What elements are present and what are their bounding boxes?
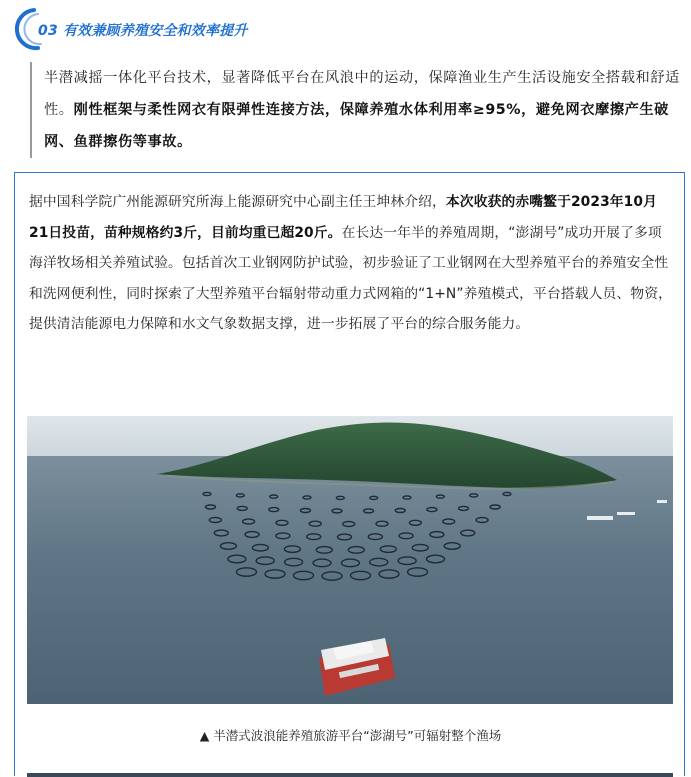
article-details: 在长达一年半的养殖周期，“澎湖号”成功开展了多项海洋牧场相关养殖试验。包括首次工业钢网防护试验，初步验证了工业钢网在大型养殖平台的养殖安全性和洗网便利性，同时探索了大型养殖平台辐射带动重力式网箱的“1+N”养殖模式，平台搭载人员、物资，提供清洁能源电力保障和水文气象数据支撑，进一步拓展了平台的综合服务能力。 <box>29 224 673 332</box>
quote-block <box>30 62 680 158</box>
bottom-divider <box>27 773 673 777</box>
quote-bold-text: 刚性框架与柔性网衣有限弹性连接方法，保障养殖水体利用率≥95%，避免网衣摩擦产生破网、鱼群擦伤等事故。 <box>44 102 669 150</box>
quote-normal-text: 半潜减摇一体化平台技术，显著降低平台在风浪中的运动，保障渔业生产生活设施安全搭载和舒适性。 <box>44 70 680 118</box>
article-card <box>14 172 685 776</box>
section-header <box>8 6 688 52</box>
article-highlight: 本次收获的赤嘴鳘于2023年10月21日投苗，苗种规格约3斤，目前均重已超20斤。 <box>29 194 657 241</box>
quote-text <box>44 62 680 158</box>
article-paragraph <box>29 187 674 340</box>
photo-caption: ▲ 半潜式波浪能养殖旅游平台“澎湖号”可辐射整个渔场 <box>199 728 502 743</box>
aerial-photo-illustration <box>27 416 673 704</box>
article-intro: 据中国科学院广州能源研究所海上能源研究中心副主任王坤林介绍， <box>29 194 446 210</box>
section-title: 03 有效兼顾养殖安全和效率提升 <box>38 23 248 39</box>
aerial-photo <box>27 416 673 704</box>
